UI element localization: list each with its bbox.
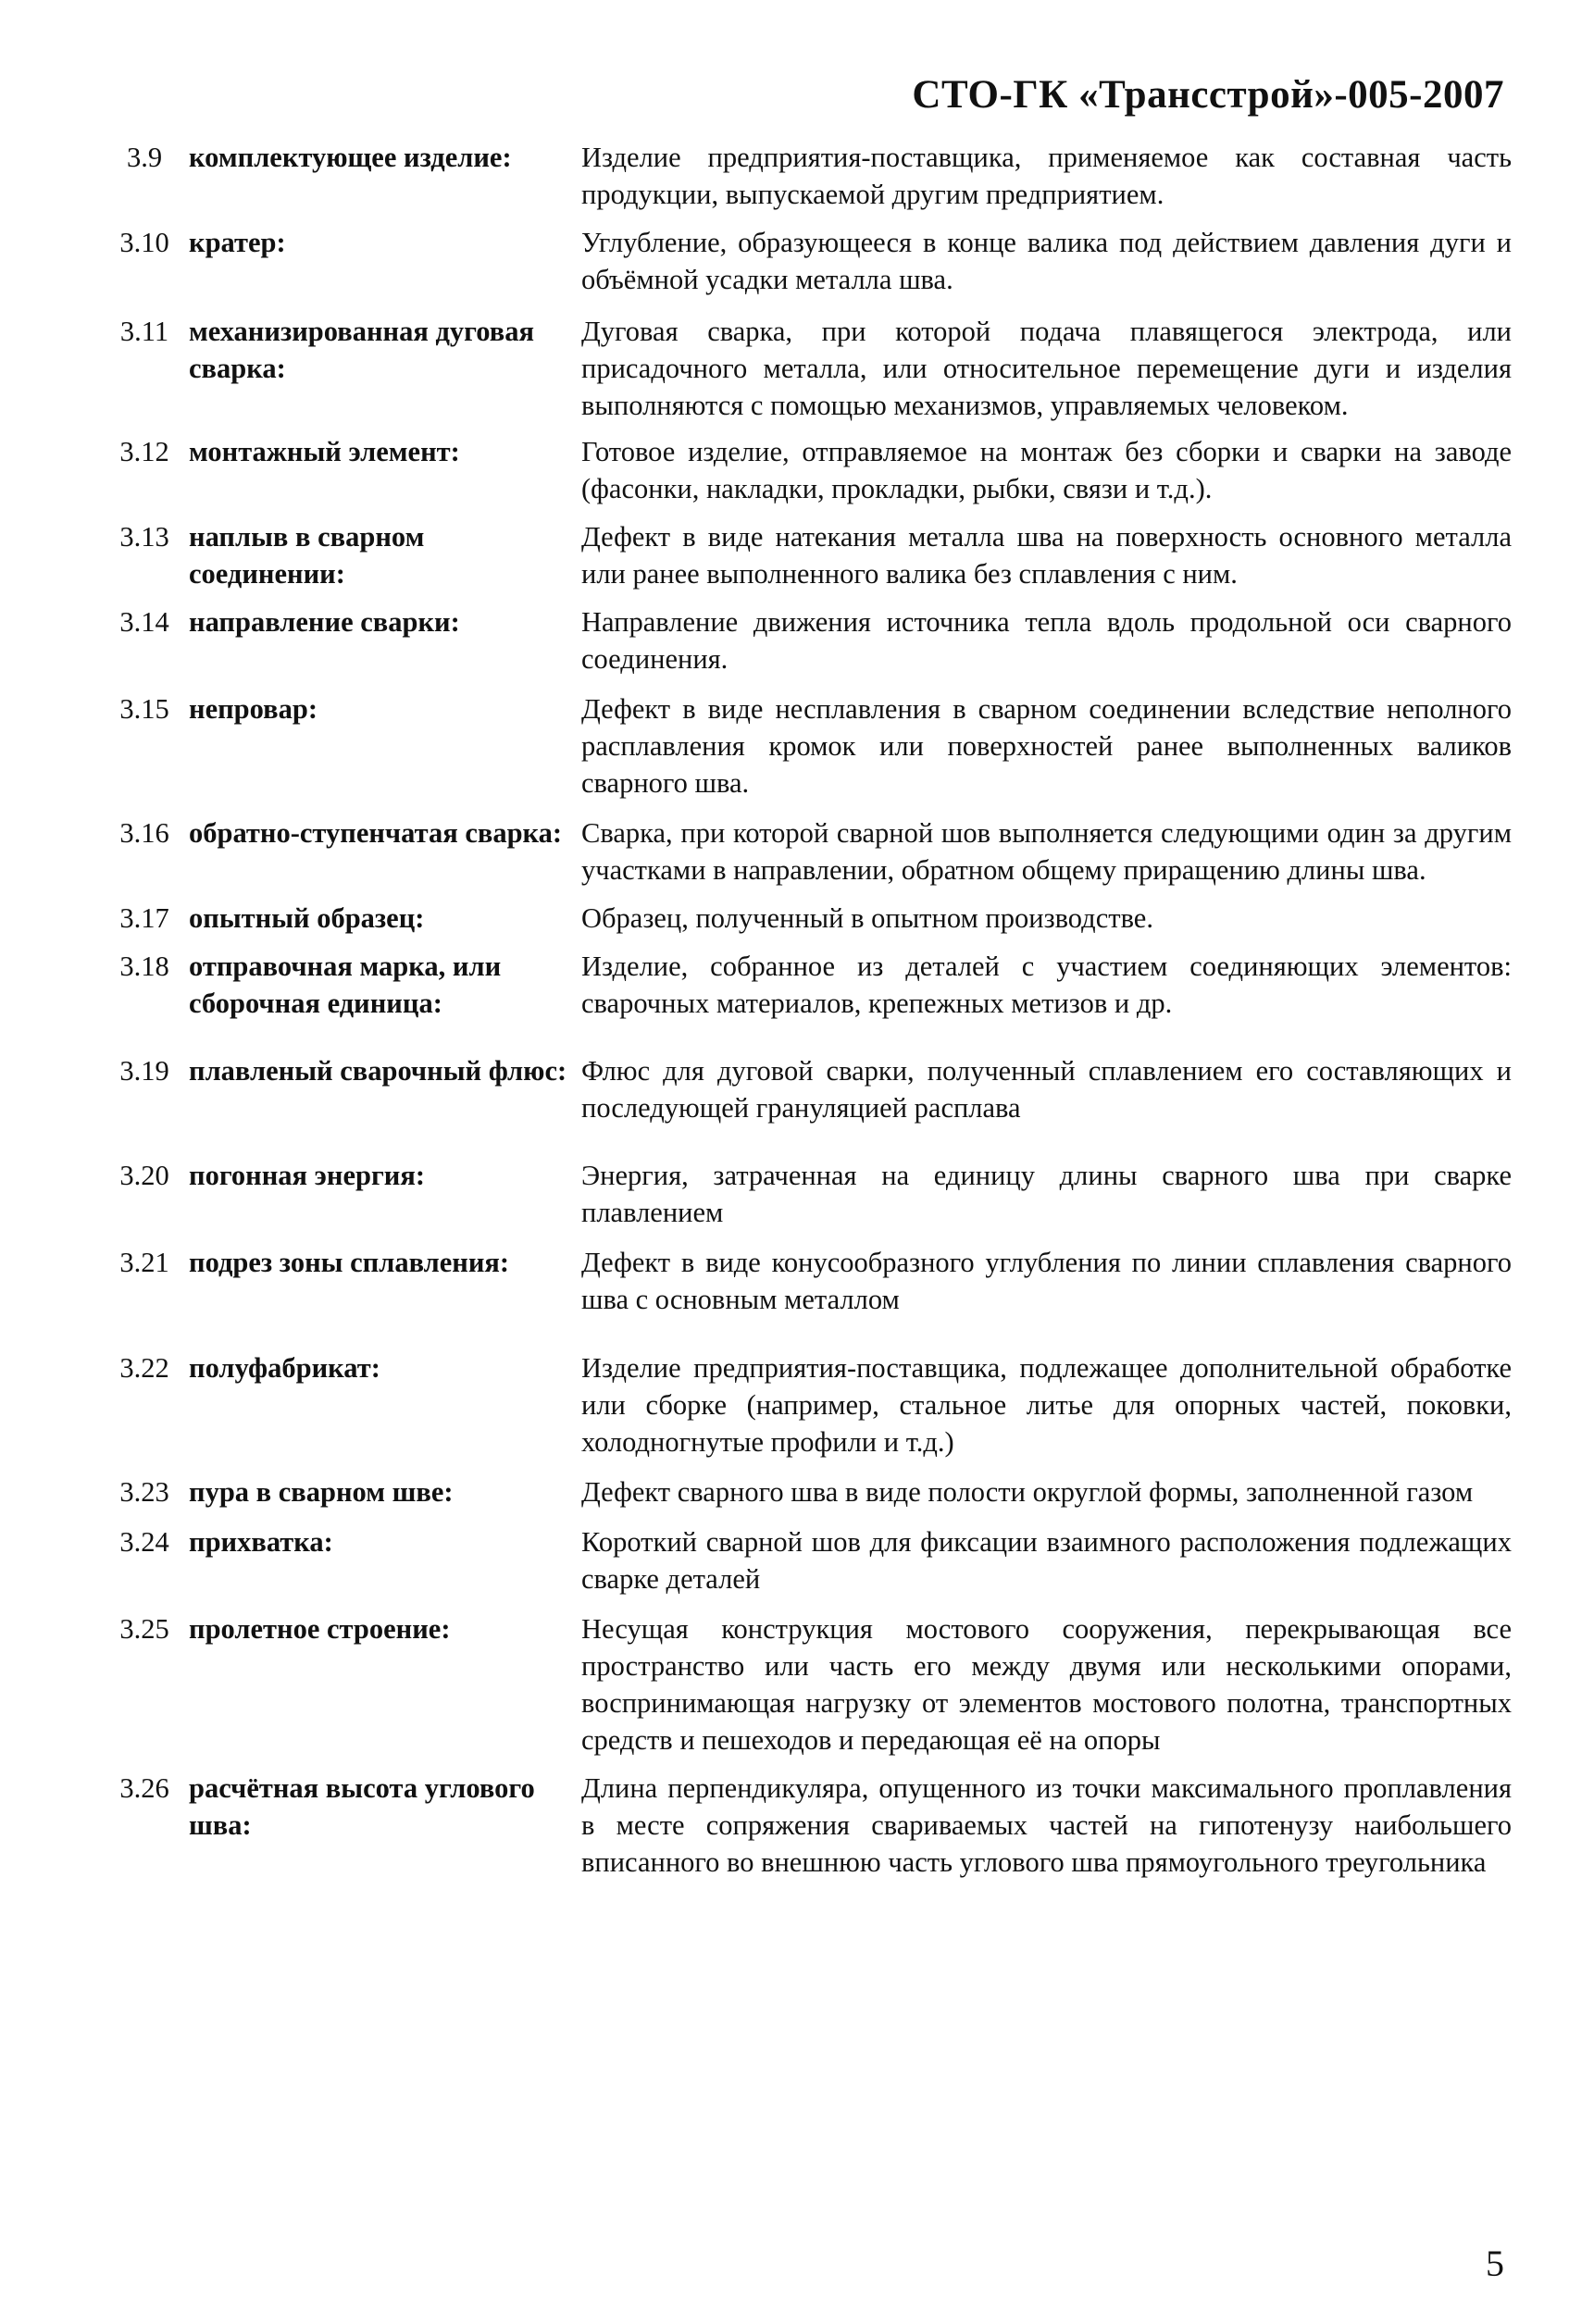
term-definition: Образец, полученный в опытном производстве.	[581, 902, 1153, 934]
term-number: 3.10	[119, 227, 169, 258]
term-name: погонная энергия:	[189, 1160, 426, 1191]
term-number: 3.19	[119, 1055, 169, 1087]
term-number: 3.18	[119, 951, 169, 982]
term-name: механизированная дуговая сварка:	[189, 316, 534, 384]
term-definition: Короткий сварной шов для фиксации взаимного расположения подлежащих сварке деталей	[581, 1526, 1512, 1595]
term-entry	[100, 690, 1512, 802]
term-number: 3.17	[119, 902, 169, 934]
term-name: направление сварки:	[189, 606, 460, 638]
term-entry	[100, 900, 1512, 937]
term-name: обратно-ступенчатая сварка:	[189, 817, 563, 849]
term-definition: Длина перпендикуляра, опущенного из точки максимального проплавления в месте сопряжения свариваемых частей на гипотенузу наибольшего вписанного во внешнюю часть углового шва прямоугольного треугольника	[581, 1772, 1512, 1878]
term-entry	[100, 1523, 1512, 1597]
term-entry	[100, 518, 1512, 592]
term-definition: Сварка, при которой сварной шов выполняется следующими один за другим участками в направлении, обратном общему приращению длины шва.	[581, 817, 1512, 886]
term-name: монтажный элемент:	[189, 436, 460, 467]
term-name: прихватка:	[189, 1526, 333, 1558]
term-entry	[100, 1244, 1512, 1318]
term-entry	[100, 1770, 1512, 1881]
term-name: полуфабрикат:	[189, 1352, 380, 1384]
term-entry	[100, 224, 1512, 298]
term-name: подрез зоны сплавления:	[189, 1247, 510, 1278]
term-definition: Углубление, образующееся в конце валика под действием давления дуги и объёмной усадки металла шва.	[581, 227, 1512, 295]
term-number: 3.23	[119, 1476, 169, 1508]
term-name: комплектующее изделие:	[189, 142, 512, 173]
term-entry	[100, 603, 1512, 677]
term-number: 3.21	[119, 1247, 169, 1278]
term-entry	[100, 1349, 1512, 1460]
term-number: 3.11	[119, 316, 169, 347]
term-name: пура в сварном шве:	[189, 1476, 454, 1508]
term-entry	[100, 1052, 1512, 1126]
term-number: 3.14	[119, 606, 169, 638]
term-name: наплыв в сварном соединении:	[189, 521, 425, 590]
terms-list	[100, 139, 1512, 1881]
term-number: 3.22	[119, 1352, 169, 1384]
term-number: 3.16	[119, 817, 169, 849]
term-entry	[100, 948, 1512, 1022]
term-definition: Готовое изделие, отправляемое на монтаж без сборки и сварки на заводе (фасонки, накладки, прокладки, рыбки, связи и т.д.).	[581, 436, 1512, 504]
term-name: отправочная марка, или сборочная единица:	[189, 951, 502, 1019]
term-definition: Дефект сварного шва в виде полости округлой формы, заполненной газом	[581, 1476, 1474, 1508]
term-definition: Дефект в виде конусообразного углубления по линии сплавления сварного шва с основным металлом	[581, 1247, 1512, 1315]
term-name: расчётная высота углового шва:	[189, 1772, 535, 1841]
term-definition: Дефект в виде натекания металла шва на поверхность основного металла или ранее выполненного валика без сплавления с ним.	[581, 521, 1512, 590]
term-definition: Изделие предприятия-поставщика, подлежащее дополнительной обработке или сборке (например, стальное литье для опорных частей, поковки, холодногнутые профили и т.д.)	[581, 1352, 1512, 1458]
document-code-header: СТО-ГК «Трансстрой»-005-2007	[912, 73, 1504, 117]
term-number: 3.12	[119, 436, 169, 467]
term-definition: Направление движения источника тепла вдоль продольной оси сварного соединения.	[581, 606, 1512, 675]
term-definition: Энергия, затраченная на единицу длины сварного шва при сварке плавлением	[581, 1160, 1512, 1228]
term-definition: Дуговая сварка, при которой подача плавящегося электрода, или присадочного металла, или относительное перемещение дуги и изделия выполняются с помощью механизмов, управляемых человеком.	[581, 316, 1512, 421]
term-entry	[100, 433, 1512, 507]
term-number: 3.20	[119, 1160, 169, 1191]
term-definition: Изделие, собранное из деталей с участием соединяющих элементов: сварочных материалов, крепежных метизов и др.	[581, 951, 1512, 1019]
term-definition: Флюс для дуговой сварки, полученный сплавлением его составляющих и последующей грануляцией расплава	[581, 1055, 1512, 1124]
term-number: 3.24	[119, 1526, 169, 1558]
term-entry	[100, 1610, 1512, 1759]
term-number: 3.26	[119, 1772, 169, 1804]
term-entry	[100, 313, 1512, 424]
term-number: 3.25	[119, 1613, 169, 1645]
term-definition: Дефект в виде несплавления в сварном соединении вследствие неполного расплавления кромок или поверхностей ранее выполненных валиков сварного шва.	[581, 693, 1512, 799]
term-definition: Несущая конструкция мостового сооружения, перекрывающая все пространство или часть его между двумя или несколькими опорами, воспринимающая нагрузку от элементов мостового полотна, транспортных средств и пешеходов и передающая её на опоры	[581, 1613, 1512, 1756]
term-entry	[100, 139, 1512, 213]
term-name: непровар:	[189, 693, 318, 725]
term-name: опытный образец:	[189, 902, 425, 934]
term-name: плавленый сварочный флюс:	[189, 1055, 567, 1087]
term-number: 3.15	[119, 693, 169, 725]
term-entry	[100, 1157, 1512, 1231]
term-name: кратер:	[189, 227, 286, 258]
term-entry	[100, 814, 1512, 889]
term-number: 3.13	[119, 521, 169, 553]
term-entry	[100, 1473, 1512, 1510]
term-name: пролетное строение:	[189, 1613, 451, 1645]
page-number: 5	[1486, 2243, 1504, 2284]
term-number: 3.9	[126, 142, 163, 173]
term-definition: Изделие предприятия-поставщика, применяемое как составная часть продукции, выпускаемой другим предприятием.	[581, 142, 1512, 210]
